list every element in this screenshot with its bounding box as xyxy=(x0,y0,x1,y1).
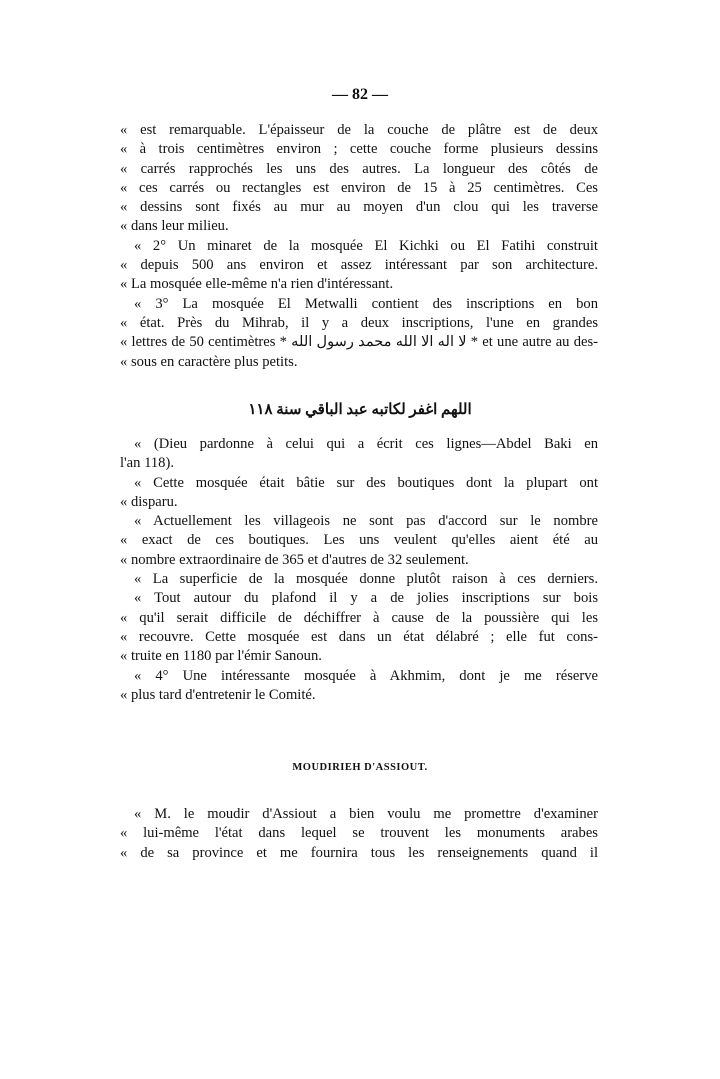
text-line: « La superficie de la mosquée donne plutôt raison à ces derniers. xyxy=(134,571,598,588)
text-line: « sous en caractère plus petits. xyxy=(120,353,298,370)
text-line: « Cette mosquée était bâtie sur des boutiques dont la plupart ont xyxy=(134,474,598,491)
text-line: « La mosquée elle-même n'a rien d'intéressant. xyxy=(120,276,394,293)
text-line: « de sa province et me fournira tous les renseignements quand il xyxy=(120,844,598,861)
text-line: « état. Près du Mihrab, il y a deux inscriptions, l'une en grandes xyxy=(120,314,598,331)
text-line: « exact de ces boutiques. Les uns veulent qu'elles aient été au xyxy=(120,532,598,549)
text-line: l'an 118). xyxy=(120,455,174,472)
text-line: « ces carrés ou rectangles est environ de 15 à 25 centimètres. Ces xyxy=(120,179,598,196)
text-line: « carrés rapprochés les uns des autres. La longueur des côtés de xyxy=(120,160,598,177)
text-line: « est remarquable. L'épaisseur de la couche de plâtre est de deux xyxy=(120,122,598,138)
paragraphs-block-1 xyxy=(120,121,598,372)
text-line: « truite en 1180 par l'émir Sanoun. xyxy=(120,648,322,665)
text-line: « depuis 500 ans environ et assez intéressant par son architecture. xyxy=(120,257,598,274)
text-line: « lui-même l'état dans lequel se trouvent les monuments arabes xyxy=(120,825,598,842)
arabic-inscription: اللهم اغفر لكاتبه عبد الباقي سنة ١١٨ xyxy=(248,402,472,418)
text-line: « disparu. xyxy=(120,493,178,510)
text-line: « 4° Une intéressante mosquée à Akhmim, dont je me réserve xyxy=(134,667,598,684)
text-line: « 3° La mosquée El Metwalli contient des inscriptions en bon xyxy=(134,295,598,312)
text-line: « nombre extraordinaire de 365 et d'autres de 32 seulement. xyxy=(120,551,469,568)
text-line: « lettres de 50 centimètres * لا اله الا الله محمد رسول الله * et une autre au des- xyxy=(120,334,599,351)
text-line: « qu'il serait difficile de déchiffrer à cause de la poussière qui les xyxy=(120,609,598,626)
page-number: — 82 — xyxy=(332,86,388,103)
text-line: « dans leur milieu. xyxy=(120,218,229,235)
text-line: « Tout autour du plafond il y a de jolies inscriptions sur bois xyxy=(134,590,598,607)
section-heading: MOUDIRIEH D'ASSIOUT. xyxy=(292,762,428,773)
text-line: « M. le moudir d'Assiout a bien voulu me promettre d'examiner xyxy=(134,806,598,822)
text-line: « à trois centimètres environ ; cette couche forme plusieurs dessins xyxy=(120,141,598,158)
text-line: « (Dieu pardonne à celui qui a écrit ces lignes—Abdel Baki en xyxy=(134,436,598,452)
text-line: « 2° Un minaret de la mosquée El Kichki ou El Fatihi construit xyxy=(134,237,598,254)
text-line: « Actuellement les villageois ne sont pas d'accord sur le nombre xyxy=(134,513,598,530)
paragraphs-block-2 xyxy=(120,435,598,705)
paragraphs-block-3 xyxy=(120,805,598,863)
text-line: « plus tard d'entretenir le Comité. xyxy=(120,686,316,703)
text-line: « dessins sont fixés au mur au moyen d'un clou qui les traverse xyxy=(120,199,598,216)
text-line: « recouvre. Cette mosquée est dans un état délabré ; elle fut cons- xyxy=(120,628,598,645)
